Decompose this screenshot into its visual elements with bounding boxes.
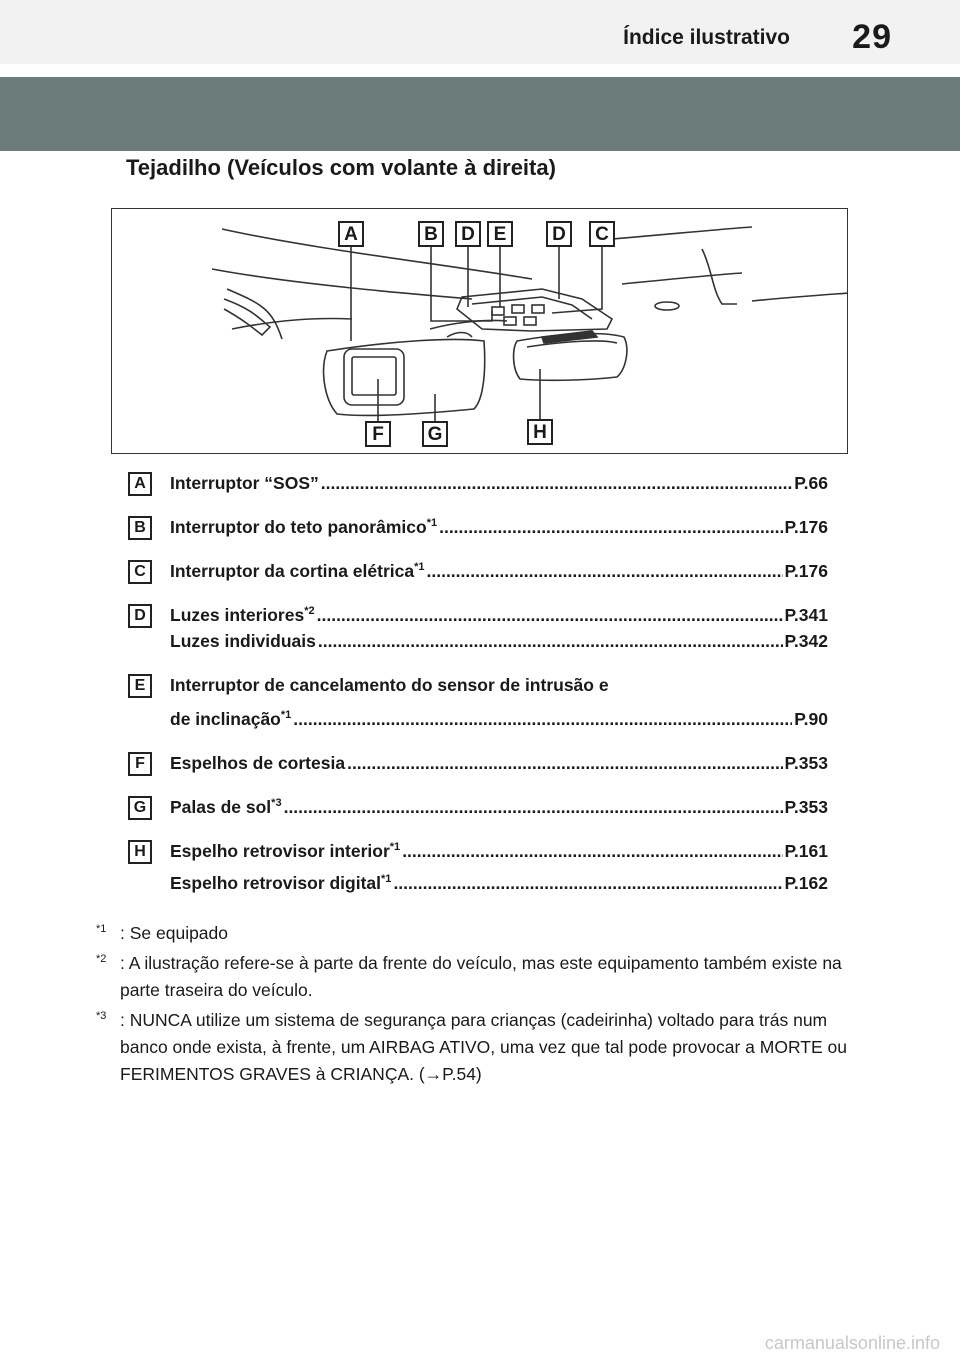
footnote-ref: *1 — [381, 873, 392, 886]
callout-a: A — [338, 221, 364, 247]
callout-h: H — [527, 419, 553, 445]
item-label: Luzes individuais — [170, 631, 316, 651]
page-reference[interactable]: P.353 — [784, 753, 828, 773]
header-band — [0, 77, 960, 151]
footnote-ref: *1 — [426, 517, 438, 530]
footnote — [96, 920, 856, 947]
footnote — [96, 1007, 856, 1088]
callout-b: B — [418, 221, 444, 247]
item-label: Espelho retrovisor interior — [170, 841, 390, 861]
callout-f: F — [365, 421, 391, 447]
item-label: Interruptor de cancelamento do sensor de intrusão e — [170, 675, 609, 695]
list-item — [128, 602, 828, 654]
callout-e: E — [487, 221, 513, 247]
page-reference[interactable]: P.341 — [784, 605, 828, 625]
item-label: Palas de sol — [170, 797, 272, 817]
page-reference[interactable]: P.90 — [794, 709, 828, 729]
list-item — [128, 672, 828, 732]
page-reference[interactable]: P.176 — [784, 517, 828, 537]
footnote-ref: *1 — [280, 709, 292, 722]
footnote-text: : NUNCA utilize um sistema de segurança para crianças (cadeirinha) voltado para trás num banco onde exista, à frente, um AIRBAG ATIVO, uma vez que tal pode provocar a MORTE ou FERIMENTOS GRAVES à CRIANÇA. (→P.54) — [120, 1010, 847, 1084]
page-reference[interactable]: P.176 — [784, 561, 828, 581]
item-label: de inclinação — [170, 709, 281, 729]
page-header — [0, 0, 960, 64]
footnotes — [96, 920, 856, 1091]
footnote-text: : A ilustração refere-se à parte da frente do veículo, mas este equipamento também existe na parte traseira do veículo. — [120, 953, 842, 1000]
page-number: 29 — [852, 18, 892, 56]
footnote-ref: *3 — [271, 797, 282, 810]
section-title: Índice ilustrativo — [623, 26, 790, 49]
item-label: Interruptor da cortina elétrica — [170, 561, 415, 581]
item-badge: E — [128, 674, 152, 698]
item-label: Espelho retrovisor digital — [170, 873, 382, 893]
list-item — [128, 750, 828, 776]
page-reference[interactable]: P.342 — [784, 631, 828, 651]
callout-c: C — [589, 221, 615, 247]
list-item — [128, 838, 828, 896]
item-badge: C — [128, 560, 152, 584]
page-heading: Tejadilho (Veículos com volante à direita) — [126, 155, 556, 180]
list-item — [128, 514, 828, 540]
watermark: carmanualsonline.info — [764, 1333, 940, 1353]
list-item — [128, 470, 828, 496]
item-badge: G — [128, 796, 152, 820]
footnote-ref: *1 — [389, 841, 401, 854]
component-list — [128, 470, 828, 914]
item-badge: D — [128, 604, 152, 628]
footnote-mark: *2 — [96, 953, 107, 966]
list-item — [128, 558, 828, 584]
item-badge: F — [128, 752, 152, 776]
list-item — [128, 794, 828, 820]
callout-d-2: D — [546, 221, 572, 247]
item-label: Interruptor do teto panorâmico — [170, 517, 427, 537]
callout-d: D — [455, 221, 481, 247]
footnote — [96, 950, 856, 1004]
roof-illustration — [111, 208, 848, 454]
callout-g: G — [422, 421, 448, 447]
footnote-ref: *1 — [414, 561, 425, 574]
item-badge: B — [128, 516, 152, 540]
footnote-mark: *1 — [96, 923, 107, 936]
page-reference[interactable]: P.66 — [794, 473, 828, 493]
page-reference[interactable]: P.162 — [784, 873, 828, 893]
item-label: Interruptor “SOS” — [170, 473, 319, 493]
page-reference[interactable]: P.161 — [784, 841, 828, 861]
footnote-ref: *2 — [304, 605, 315, 618]
item-badge: H — [128, 840, 152, 864]
item-badge: A — [128, 472, 152, 496]
footnote-mark: *3 — [96, 1010, 107, 1023]
item-label: Luzes interiores — [170, 605, 305, 625]
item-label: Espelhos de cortesia — [170, 753, 346, 773]
page-reference[interactable]: P.353 — [784, 797, 828, 817]
footnote-text: : Se equipado — [120, 923, 229, 943]
